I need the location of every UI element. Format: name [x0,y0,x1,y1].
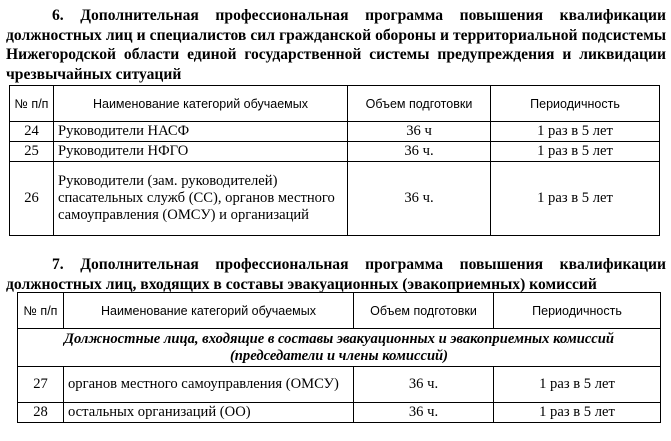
row-volume: 36 ч [348,122,491,142]
table-header-row [10,86,660,122]
row-num: 26 [10,162,54,236]
section-7-title: 7. Дополнительная профессиональная программа повышения квалификации должностных лиц, входящих в составы эвакуационных (эвакоприемных) комиссий [6,256,666,293]
table-row [10,122,660,142]
row-category: Руководители (зам. руководителей) спасательных служб (СС), органов местного самоуправления (ОМСУ) и организаций [54,162,348,236]
section-6-title: 6. Дополнительная профессиональная программа повышения квалификации должностных лиц и специалистов сил гражданской обороны и территориальной подсистемы Нижегородской области единой государственной системы предупреждения и ликвидации чрезвычайных ситуаций [6,7,666,83]
header-volume: Объем подготовки [354,293,494,329]
row-period: 1 раз в 5 лет [491,122,660,142]
row-category: органов местного самоуправления (ОМСУ) [64,367,354,403]
row-num: 28 [18,403,64,423]
header-category: Наименование категорий обучаемых [64,293,354,329]
table-row [10,162,660,236]
table-row [18,403,661,423]
row-period: 1 раз в 5 лет [491,142,660,162]
row-category: Руководители НАСФ [54,122,348,142]
table-row [10,142,660,162]
section-7-table [17,292,661,423]
row-period: 1 раз в 5 лет [494,367,661,403]
table-subheader-row [18,329,661,367]
header-num: № п/п [18,293,64,329]
table-row [18,367,661,403]
row-volume: 36 ч. [348,162,491,236]
row-period: 1 раз в 5 лет [491,162,660,236]
header-period: Периодичность [491,86,660,122]
section-6-table [9,85,660,236]
header-volume: Объем подготовки [348,86,491,122]
row-period: 1 раз в 5 лет [494,403,661,423]
row-num: 24 [10,122,54,142]
row-category: остальных организаций (ОО) [64,403,354,423]
row-num: 27 [18,367,64,403]
row-num: 25 [10,142,54,162]
subheader: Должностные лица, входящие в составы эвакуационных и эвакоприемных комиссий (председатели и члены комиссий) [18,329,661,367]
header-num: № п/п [10,86,54,122]
header-period: Периодичность [494,293,661,329]
row-volume: 36 ч. [348,142,491,162]
header-category: Наименование категорий обучаемых [54,86,348,122]
table-header-row [18,293,661,329]
row-category: Руководители НФГО [54,142,348,162]
row-volume: 36 ч. [354,367,494,403]
row-volume: 36 ч. [354,403,494,423]
